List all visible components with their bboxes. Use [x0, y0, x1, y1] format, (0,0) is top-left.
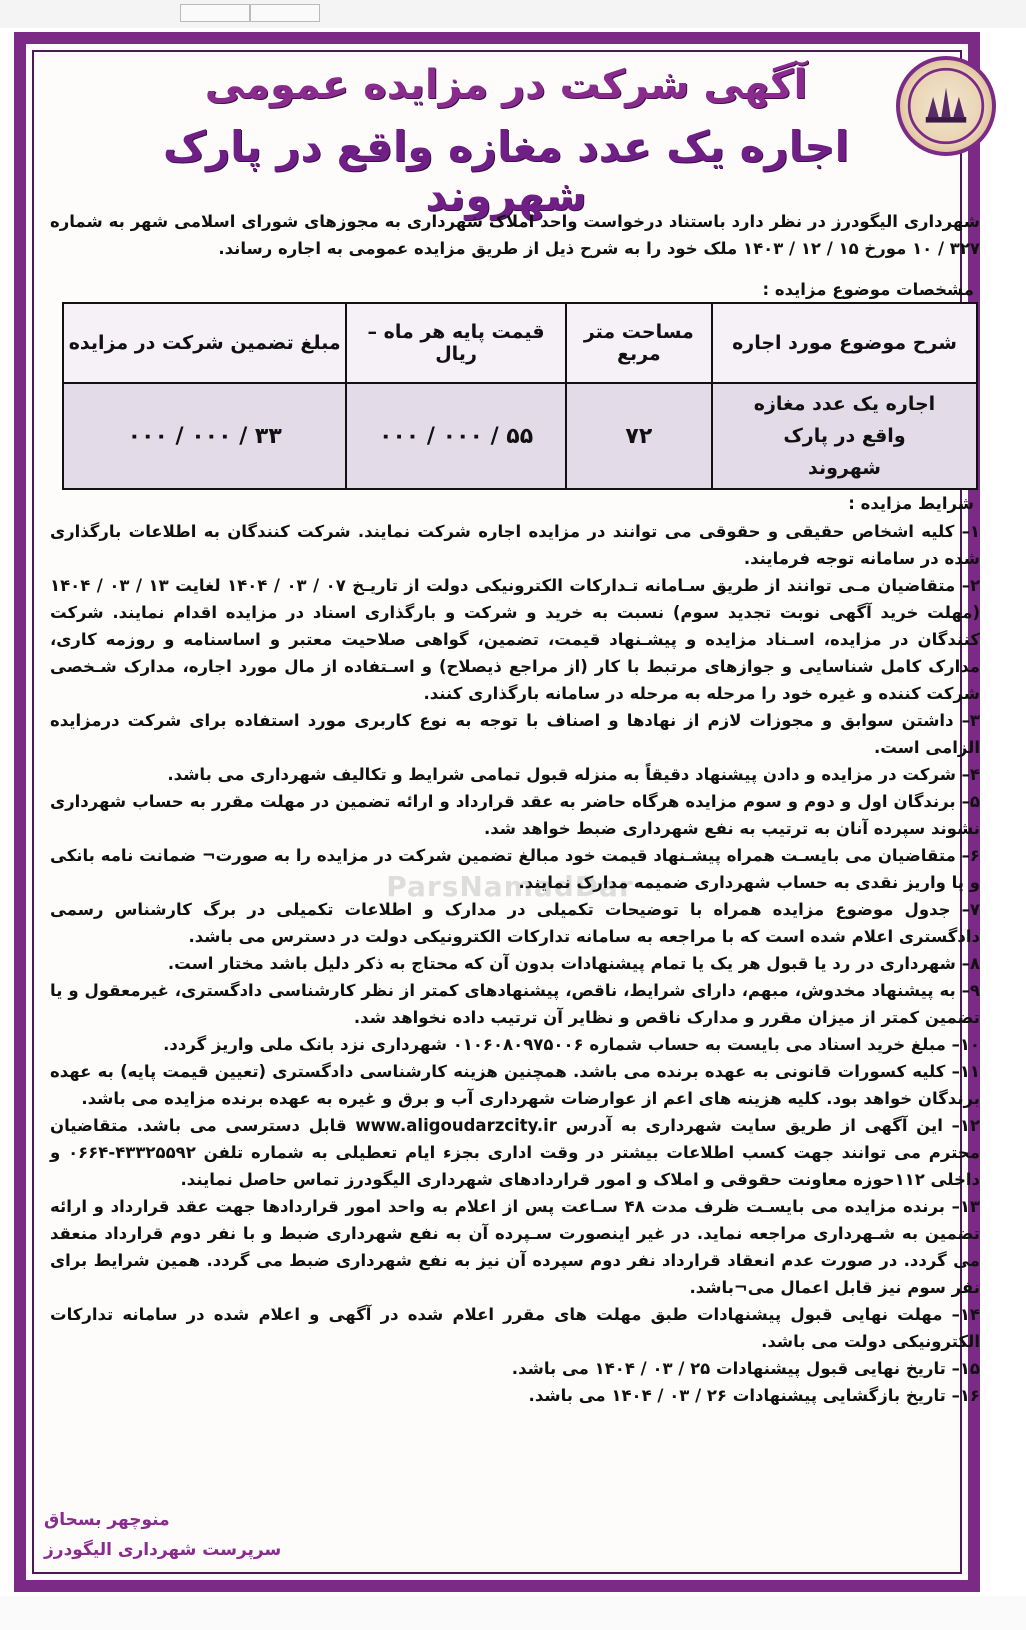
- list-item: ۸– شهرداری در رد یا قبول هر یک یا تمام پیشنهادات بدون آن که محتاج به ذکر دلیل باشد مختار است.: [167, 954, 980, 973]
- list-item: ۶– متقاضیان می بایسـت همراه پیشـنهاد قیمت خود مبالغ تضمین شرکت در مزایده را به صورت¬ ضمانت نامه بانکی و یا واریز نقدی به حساب شهرداری ضمیمه مدارک نمایند.: [50, 846, 980, 892]
- list-item: ۱۰– مبلغ خرید اسناد می بایست به حساب شماره ۰۱۰۶۰۸۰۹۷۵۰۰۶ شهرداری نزد بانک ملی واریز گردد.: [163, 1035, 980, 1054]
- notice-subtitle: اجاره یک عدد مغازه واقع در پارک شهروند: [162, 122, 850, 220]
- table-cell: ۳۳ / ۰۰۰ / ۰۰۰: [63, 383, 346, 489]
- auction-table: [62, 302, 978, 490]
- table-cell: ۵۵ / ۰۰۰ / ۰۰۰: [346, 383, 565, 489]
- list-item: ۱۳– برنده مزایده می بایسـت ظرف مدت ۴۸ سـاعت پس از اعلام به واحد امور قراردادها جهت عقد قرارداد و ارائه تضمین به شـهرداری مراجعه نماید. در غیر اینصورت سـپرده آن به نفع شهرداری ضبط و با نفر دوم قرارداد منعقد می گردد. در صورت عدم انعقاد قرارداد نفر دوم سپرده آن نیز به نفع شهرداری ضبط می گردد. همین شرایط برای نفر سوم نیز قابل اعمال می¬باشد.: [50, 1197, 980, 1297]
- top-strip: [0, 0, 1026, 28]
- table-header-cell: مبلغ تضمین شرکت در مزایده: [63, 303, 346, 383]
- list-item: ۱۲– این آگهی از طریق سایت شهرداری به آدرس www.aligoudarzcity.ir قابل دسترسی می باشد. متقاضیان محترم می توانند جهت کسب اطلاعات بیشتر در وقت اداری بجزء ایام تعطیلی به شماره تلفن ۴۳۳۲۵۵۹۲-۰۶۶۴ و داخلی ۱۱۲حوزه معاونت حقوقی و املاک و امور قراردادهای شهرداری الیگودرز تماس حاصل نمایند.: [50, 1116, 980, 1189]
- list-item: ۱– کلیه اشخاص حقیقی و حقوقی می توانند در مزایده اجاره شرکت نمایند. شرکت کنندگان به اطلاعات بارگذاری شده در سامانه توجه فرمایند.: [50, 522, 980, 568]
- watermark: ParsNamadDar: [386, 870, 634, 903]
- signatory-title: سرپرست شهرداری الیگودرز: [44, 1540, 282, 1560]
- signatory-name: منوچهر بسحاق: [44, 1510, 170, 1530]
- spec-label: مشخصات موضوع مزایده :: [762, 280, 974, 299]
- table-header-row: [63, 303, 977, 383]
- list-item: ۳– داشتن سوابق و مجوزات لازم از نهادها و اصناف با توجه به نوع کاربری مورد استفاده برای شرکت درمزایده الزامی است.: [50, 711, 980, 757]
- intro-paragraph: شهرداری الیگودرز در نظر دارد باستناد درخواست واحد املاک شهرداری به مجوزهای شورای اسلامی شهر به شماره ۳۲۷ / ۱۰ مورخ ۱۵ / ۱۲ / ۱۴۰۳ ملک خود را به شرح ذیل از طریق مزایده عمومی به اجاره رساند.: [50, 212, 980, 258]
- bottom-strip: [0, 1596, 1026, 1630]
- top-tab: [180, 4, 250, 22]
- table-header-cell: قیمت پایه هر ماه – ریال: [346, 303, 565, 383]
- list-item: ۱۴– مهلت نهایی قبول پیشنهادات طبق مهلت های مقرر اعلام شده در آگهی و اعلام شده در سامانه تدارکات الکترونیکی دولت می باشد.: [50, 1305, 980, 1351]
- table-row: [63, 383, 977, 489]
- list-item: ۱۱– کلیه کسورات قانونی به عهده برنده می باشد. همچنین هزینه کارشناسی دادگستری (تعیین قیمت پایه) به عهده برندگان خواهد بود. کلیه هزینه های اعم از عوارضات شهرداری آب و برق و غیره به عهده برنده مزایده می باشد.: [50, 1062, 980, 1108]
- top-tab: [250, 4, 320, 22]
- conditions-label: شرایط مزایده :: [848, 494, 974, 513]
- list-item: ۷– جدول موضوع مزایده همراه با توضیحات تکمیلی در مدارک و اطلاعات تکمیلی در برگ کارشناس رسمی دادگستری اعلام شده است که با مراجعه به سامانه تدارکات الکترونیکی دولت در دسترس می باشد.: [50, 900, 980, 946]
- list-item: ۵– برندگان اول و دوم و سوم مزایده هرگاه حاضر به عقد قرارداد و ارائه تضمین در مهلت مقرر به حساب شهرداری نشوند سپرده آنان به ترتیب به نفع شهرداری ضبط خواهد شد.: [50, 792, 980, 838]
- table-cell: ۷۲: [566, 383, 712, 489]
- conditions-list: [50, 518, 980, 1409]
- table-header-cell: مساحت متر مربع: [566, 303, 712, 383]
- municipality-logo-icon: [896, 56, 996, 156]
- list-item: ۹– به پیشنهاد مخدوش، مبهم، دارای شرایط، ناقص، پیشنهادهای کمتر از نظر کارشناسی دادگستری، غیرمعقول و یا تضمین کمتر از میزان مقرر و مدارک ناقص و نظایر آن ترتیب داده نخواهد شد.: [50, 981, 980, 1027]
- list-item: ۱۵– تاریخ نهایی قبول پیشنهادات ۲۵ / ۰۳ / ۱۴۰۴ می باشد.: [511, 1359, 980, 1378]
- table-header-cell: شرح موضوع مورد اجاره: [712, 303, 977, 383]
- table-cell: اجاره یک عدد مغازه واقع در پارک شهروند: [712, 383, 977, 489]
- list-item: ۴– شرکت در مزایده و دادن پیشنهاد دقیقاً به منزله قبول تمامی شرایط و تکالیف شهرداری می باشد.: [167, 765, 980, 784]
- list-item: ۲– متقاضیان مـی توانند از طریق سـامانه تـدارکات الکترونیکی دولت از تاریـخ ۰۷ / ۰۳ / ۱۴۰۴ لغایت ۱۳ / ۰۳ / ۱۴۰۴ (مهلت خرید آگهی نوبت تجدید سوم) نسبت به خرید و شرکت و بارگذاری اسناد در مزایده اقدام نمایند. شرکت کنندگان در مزایده، اسـناد مزایده و پیشـنهاد قیمت، تضمین، گواهی صلاحیت معتبر و اساسنامه و روزمه کاری، مدارک کامل شناسایی و جوازهای مرتبط با کار (از مراجع ذیصلاح) و اسـتفاده از مال مورد اجاره، مدارک شـخصی شرکت کننده و غیره خود را مرحله به مرحله در سامانه بارگذاری کنند.: [50, 576, 981, 703]
- list-item: ۱۶– تاریخ بازگشایی پیشنهادات ۲۶ / ۰۳ / ۱۴۰۴ می باشد.: [528, 1386, 980, 1405]
- notice-title: آگهی شرکت در مزایده عمومی: [204, 62, 808, 108]
